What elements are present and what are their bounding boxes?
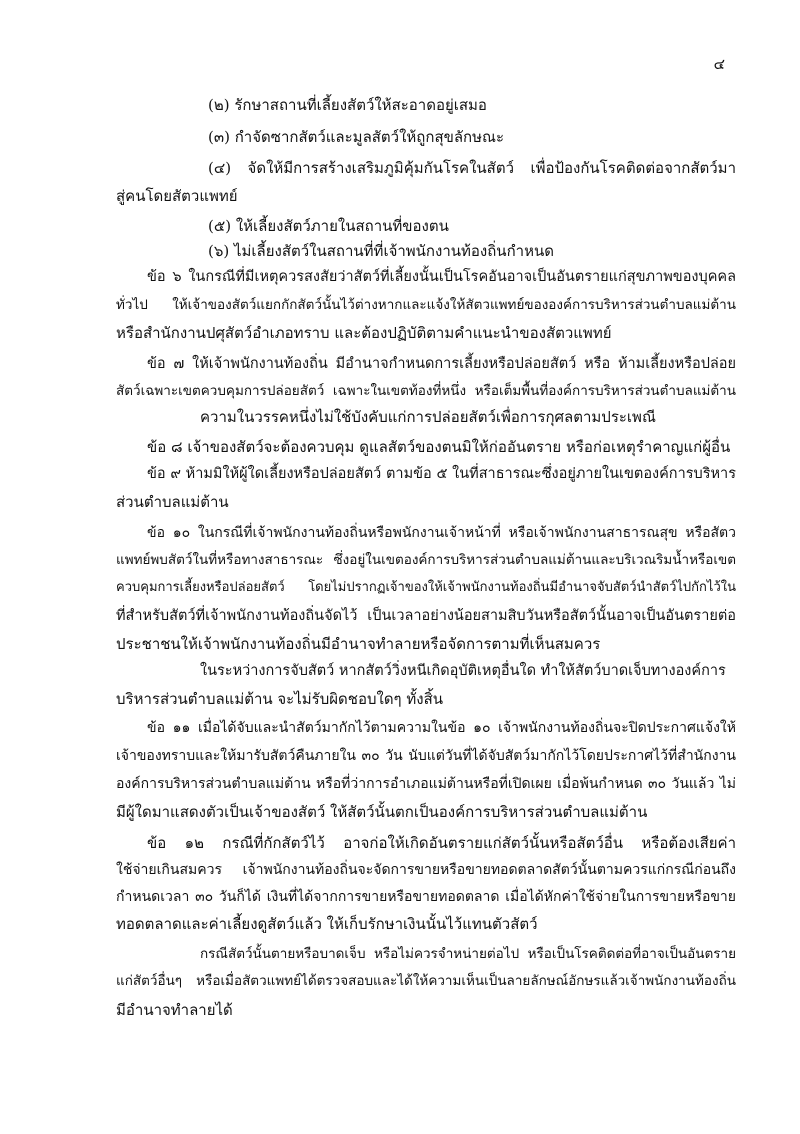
text-line: ส่วนตำบลแม่ต้าน [116, 493, 229, 511]
text-line: กรณีสัตว์นั้นตายหรือบาดเจ็บ หรือไม่ควรจำหน่ายต่อไป หรือเป็นโรคติดต่อที่อาจเป็นอันตราย [200, 946, 736, 962]
text-line: ที่สำหรับสัตว์ที่เจ้าพนักงานท้องถิ่นจัดไว้ เป็นเวลาอย่างน้อยสามสิบวันหรือสัตว์นั้นอาจเป็นอันตรายต่อ [116, 608, 736, 624]
text-line: (๔) จัดให้มีการสร้างเสริมภูมิคุ้มกันโรคในสัตว์ เพื่อป้องกันโรคติดต่อจากสัตว์มา [208, 159, 736, 177]
text-line: ข้อ ๙ ห้ามมิให้ผู้ใดเลี้ยงหรือปล่อยสัตว์ ตามข้อ ๕ ในที่สาธารณะซึ่งอยู่ภายในเขตองค์การบริหาร [147, 466, 736, 482]
text-line: ทอดตลาดและค่าเลี้ยงดูสัตว์แล้ว ให้เก็บรักษาเงินนั้นไว้แทนตัวสัตว์ [116, 915, 538, 933]
text-line: ข้อ ๘ เจ้าของสัตว์จะต้องควบคุม ดูแลสัตว์ของตนมิให้ก่ออันตราย หรือก่อเหตุรำคาญแก่ผู้อื่น [147, 438, 731, 456]
text-line: ข้อ ๖ ในกรณีที่มีเหตุควรสงสัยว่าสัตว์ที่เลี้ยงนั้นเป็นโรคอันอาจเป็นอันตรายแก่สุขภาพของบุคคล [147, 269, 736, 285]
text-line: (๕) ให้เลี้ยงสัตว์ภายในสถานที่ของตน [208, 217, 449, 235]
text-line: บริหารส่วนตำบลแม่ต้าน จะไม่รับผิดชอบใดๆ ทั้งสิ้น [116, 690, 444, 708]
text-line: กำหนดเวลา ๓๐ วันก็ได้ เงินที่ได้จากการขายหรือขายทอดตลาด เมื่อได้หักค่าใช้จ่ายในการขายหรือขาย [116, 889, 736, 905]
text-line: แพทย์พบสัตว์ในที่หรือทางสาธารณะ ซึ่งอยู่ในเขตองค์การบริหารส่วนตำบลแม่ต้านและบริเวณริมน้ำหรือเขต [116, 552, 736, 568]
text-line: ข้อ ๗ ให้เจ้าพนักงานท้องถิ่น มีอำนาจกำหนดการเลี้ยงหรือปล่อยสัตว์ หรือ ห้ามเลี้ยงหรือปล่อย [147, 356, 736, 372]
text-line: องค์การบริหารส่วนตำบลแม่ต้าน หรือที่ว่าการอำเภอแม่ต้านหรือที่เปิดเผย เมื่อพ้นกำหนด ๓๐ วันแล้ว ไม่ [116, 776, 736, 792]
text-line: เจ้าของทราบและให้มารับสัตว์คืนภายใน ๓๐ วัน นับแต่วันที่ได้จับสัตว์มากักไว้โดยประกาศไว้ที่สำนักงาน [116, 748, 736, 764]
text-line: ความในวรรคหนึ่งไม่ใช้บังคับแก่การปล่อยสัตว์เพื่อการกุศลตามประเพณี [200, 408, 656, 426]
text-line: มีอำนาจทำลายได้ [116, 1001, 233, 1019]
text-line: สัตว์เฉพาะเขตควบคุมการปล่อยสัตว์ เฉพาะในเขตท้องที่หนึ่ง หรือเต็มพื้นที่องค์การบริหารส่วนตำบลแม่ต้าน [116, 383, 736, 399]
text-line: ประชาชนให้เจ้าพนักงานท้องถิ่นมีอำนาจทำลายหรือจัดการตามที่เห็นสมควร [116, 635, 601, 653]
text-line: สู่คนโดยสัตวแพทย์ [116, 187, 238, 205]
text-line: ข้อ ๑๒ กรณีที่กักสัตว์ไว้ อาจก่อให้เกิดอันตรายแก่สัตว์นั้นหรือสัตว์อื่น หรือต้องเสียค่า [147, 834, 736, 852]
text-line: ควบคุมการเลี้ยงหรือปล่อยสัตว์ โดยไม่ปรากฏเจ้าของให้เจ้าพนักงานท้องถิ่นมีอำนาจจับสัตว์นำสัตว์ไปกักไว้ใน [116, 580, 736, 595]
text-line: แก่สัตว์อื่นๆ หรือเมื่อสัตวแพทย์ได้ตรวจสอบและได้ให้ความเห็นเป็นลายลักษณ์อักษรแล้วเจ้าพนักงานท้องถิ่น [116, 973, 736, 989]
text-line: หรือสำนักงานปศุสัตว์อำเภอทราบ และต้องปฏิบัติตามคำแนะนำของสัตวแพทย์ [116, 324, 612, 342]
page-number: ๔ [713, 55, 725, 73]
text-line: (๓) กำจัดซากสัตว์และมูลสัตว์ให้ถูกสุขลักษณะ [208, 128, 505, 146]
text-line: มีผู้ใดมาแสดงตัวเป็นเจ้าของสัตว์ ให้สัตว์นั้นตกเป็นองค์การบริหารส่วนตำบลแม่ต้าน [116, 803, 648, 821]
text-line: (๒) รักษาสถานที่เลี้ยงสัตว์ให้สะอาดอยู่เสมอ [208, 96, 487, 114]
text-line: ทั่วไป ให้เจ้าของสัตว์แยกกักสัตว์นั้นไว้ต่างหากและแจ้งให้สัตวแพทย์ขององค์การบริหารส่วนตำบลแม่ต้าน [116, 297, 736, 313]
text-line: (๖) ไม่เลี้ยงสัตว์ในสถานที่ที่เจ้าพนักงานท้องถิ่นกำหนด [208, 242, 554, 260]
text-line: ข้อ ๑๐ ในกรณีที่เจ้าพนักงานท้องถิ่นหรือพนักงานเจ้าหน้าที่ หรือเจ้าพนักงานสาธารณสุข หรือสัตว [147, 525, 736, 541]
text-line: ในระหว่างการจับสัตว์ หากสัตว์วิ่งหนีเกิดอุบัติเหตุอื่นใด ทำให้สัตว์บาดเจ็บทางองค์การ [200, 663, 726, 679]
text-line: ใช้จ่ายเกินสมควร เจ้าพนักงานท้องถิ่นจะจัดการขายหรือขายทอดตลาดสัตว์นั้นตามควรแก่กรณีก่อนถึง [116, 862, 736, 878]
text-line: ข้อ ๑๑ เมื่อได้จับและนำสัตว์มากักไว้ตามความในข้อ ๑๐ เจ้าพนักงานท้องถิ่นจะปิดประกาศแจ้งให้ [147, 720, 736, 736]
